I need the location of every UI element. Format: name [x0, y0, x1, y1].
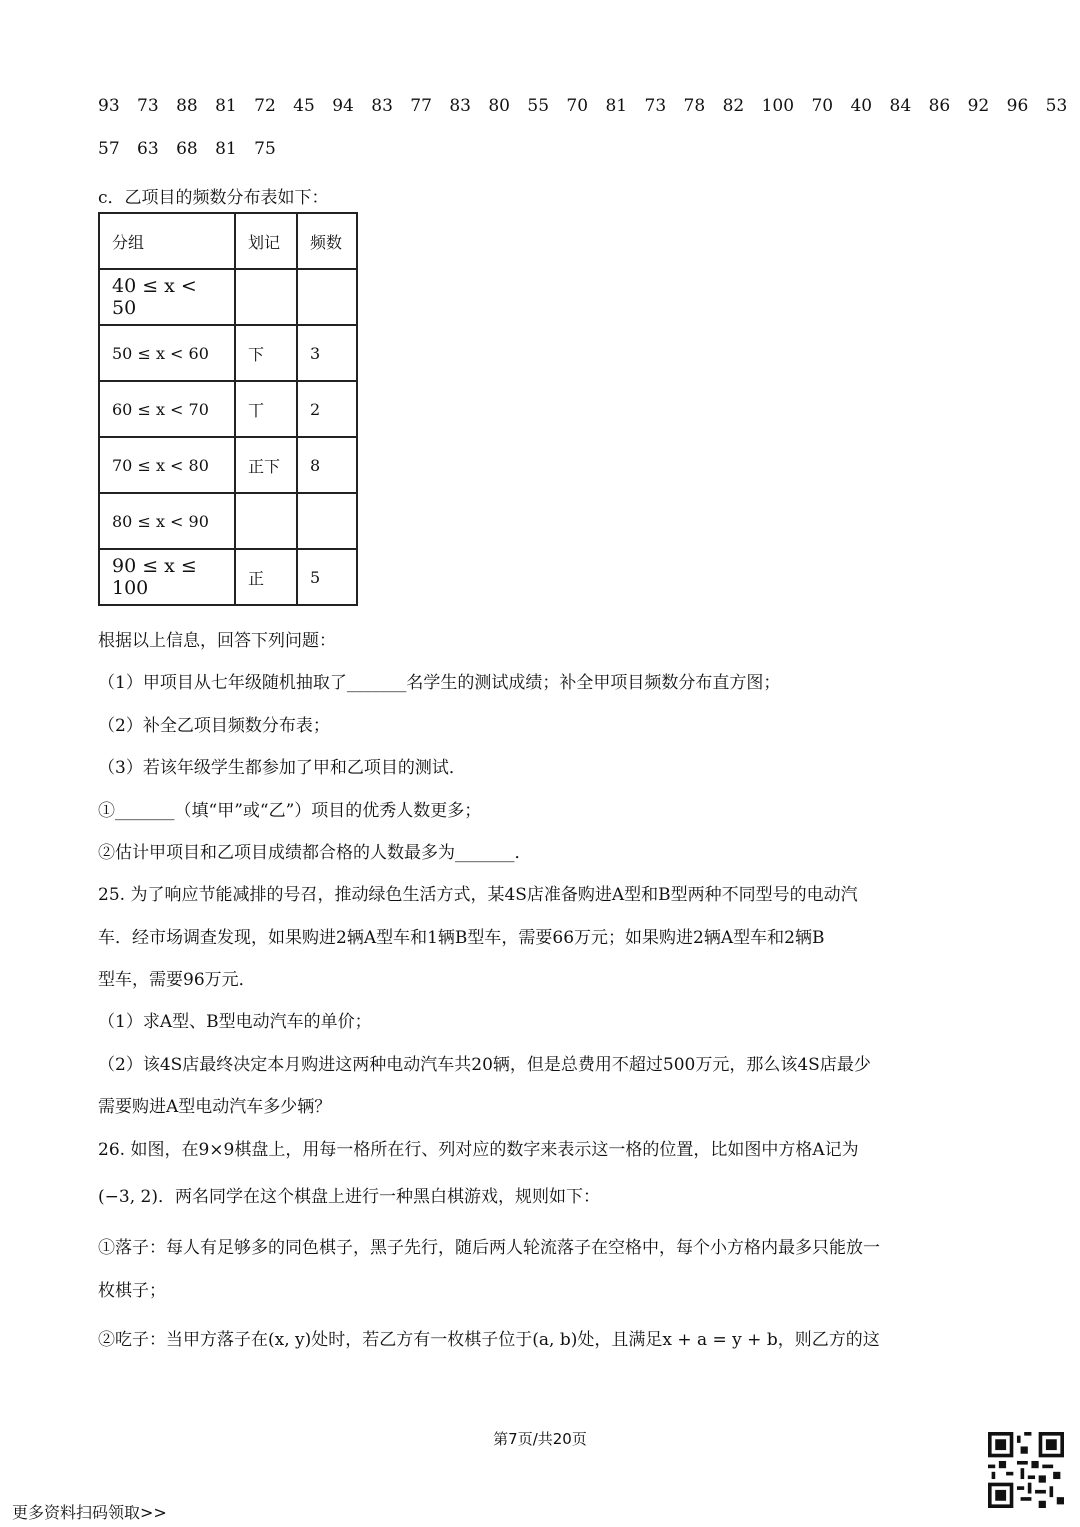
- group-cell: 80 ≤ x < 90: [99, 493, 235, 549]
- tally-cell: 正: [235, 549, 297, 605]
- table-row: [99, 493, 357, 549]
- problem-25-line-1: 25. 为了响应节能减排的号召，推动绿色生活方式，某4S店准备购进A型和B型两种不同型号的电动汽: [98, 885, 858, 905]
- count-cell: 8: [297, 437, 357, 493]
- problem-25-question-2-line-2: 需要购进A型电动汽车多少辆？: [98, 1097, 332, 1117]
- tally-cell: [235, 493, 297, 549]
- tally-cell: 下: [235, 325, 297, 381]
- table-row: [99, 269, 357, 325]
- frequency-table: [98, 212, 358, 606]
- header-tally: 划记: [235, 213, 297, 269]
- table-caption: c．乙项目的频数分布表如下：: [98, 188, 329, 208]
- problem-25-line-3: 型车，需要96万元．: [98, 970, 256, 990]
- question-3b: ②估计甲项目和乙项目成绩都合格的人数最多为_______．: [98, 843, 532, 863]
- question-3a: ①_______（填“甲”或“乙”）项目的优秀人数更多；: [98, 801, 482, 821]
- count-cell: [297, 269, 357, 325]
- group-cell: 90 ≤ x ≤ 100: [99, 549, 235, 605]
- score-data-row-1: 93 73 88 81 72 45 94 83 77 83 80 55 70 81 73 78 82 100 70 40 84 86 92 96 53: [98, 96, 1068, 116]
- problem-25-question-2-line-1: （2）该4S店最终决定本月购进这两种电动汽车共20辆，但是总费用不超过500万元，那么该4S店最少: [98, 1055, 871, 1075]
- header-count: 频数: [297, 213, 357, 269]
- problem-26-line-1: 26. 如图，在9×9棋盘上，用每一格所在行、列对应的数字来表示这一格的位置，比如图中方格A记为: [98, 1140, 859, 1160]
- problem-26-rule-1-line-2: 枚棋子；: [98, 1281, 166, 1301]
- problem-25-line-2: 车．经市场调查发现，如果购进2辆A型车和1辆B型车，需要66万元；如果购进2辆A型车和2辆B: [98, 928, 825, 948]
- table-row: [99, 381, 357, 437]
- question-2: （2）补全乙项目频数分布表；: [98, 716, 330, 736]
- table-row: [99, 437, 357, 493]
- more-materials-link[interactable]: 更多资料扫码领取>>: [12, 1503, 167, 1522]
- problem-26-rule-2: ②吃子：当甲方落子在(x, y)处时，若乙方有一枚棋子位于(a, b)处，且满足x + a = y + b，则乙方的这: [98, 1330, 880, 1350]
- count-cell: [297, 493, 357, 549]
- table-row: [99, 549, 357, 605]
- table-row: [99, 325, 357, 381]
- problem-25-question-1: （1）求A型、B型电动汽车的单价；: [98, 1012, 372, 1032]
- problem-26-rule-1-line-1: ①落子：每人有足够多的同色棋子，黑子先行，随后两人轮流落子在空格中，每个小方格内最多只能放一: [98, 1238, 880, 1258]
- page-number: 第7页/共20页: [493, 1430, 587, 1448]
- questions-intro: 根据以上信息，回答下列问题：: [98, 631, 336, 651]
- group-cell: 50 ≤ x < 60: [99, 325, 235, 381]
- group-cell: 40 ≤ x < 50: [99, 269, 235, 325]
- count-cell: 2: [297, 381, 357, 437]
- problem-26-line-2: (−3, 2)．两名同学在这个棋盘上进行一种黑白棋游戏，规则如下：: [98, 1187, 600, 1207]
- header-group: 分组: [99, 213, 235, 269]
- count-cell: 3: [297, 325, 357, 381]
- tally-cell: 正下: [235, 437, 297, 493]
- question-1: （1）甲项目从七年级随机抽取了_______名学生的测试成绩；补全甲项目频数分布直方图；: [98, 673, 781, 693]
- tally-cell: 丅: [235, 381, 297, 437]
- group-cell: 60 ≤ x < 70: [99, 381, 235, 437]
- group-cell: 70 ≤ x < 80: [99, 437, 235, 493]
- question-3: （3）若该年级学生都参加了甲和乙项目的测试．: [98, 758, 466, 778]
- tally-cell: [235, 269, 297, 325]
- score-data-row-2: 57 63 68 81 75: [98, 139, 276, 159]
- count-cell: 5: [297, 549, 357, 605]
- table-header-row: [99, 213, 357, 269]
- qr-code-icon[interactable]: [988, 1432, 1064, 1508]
